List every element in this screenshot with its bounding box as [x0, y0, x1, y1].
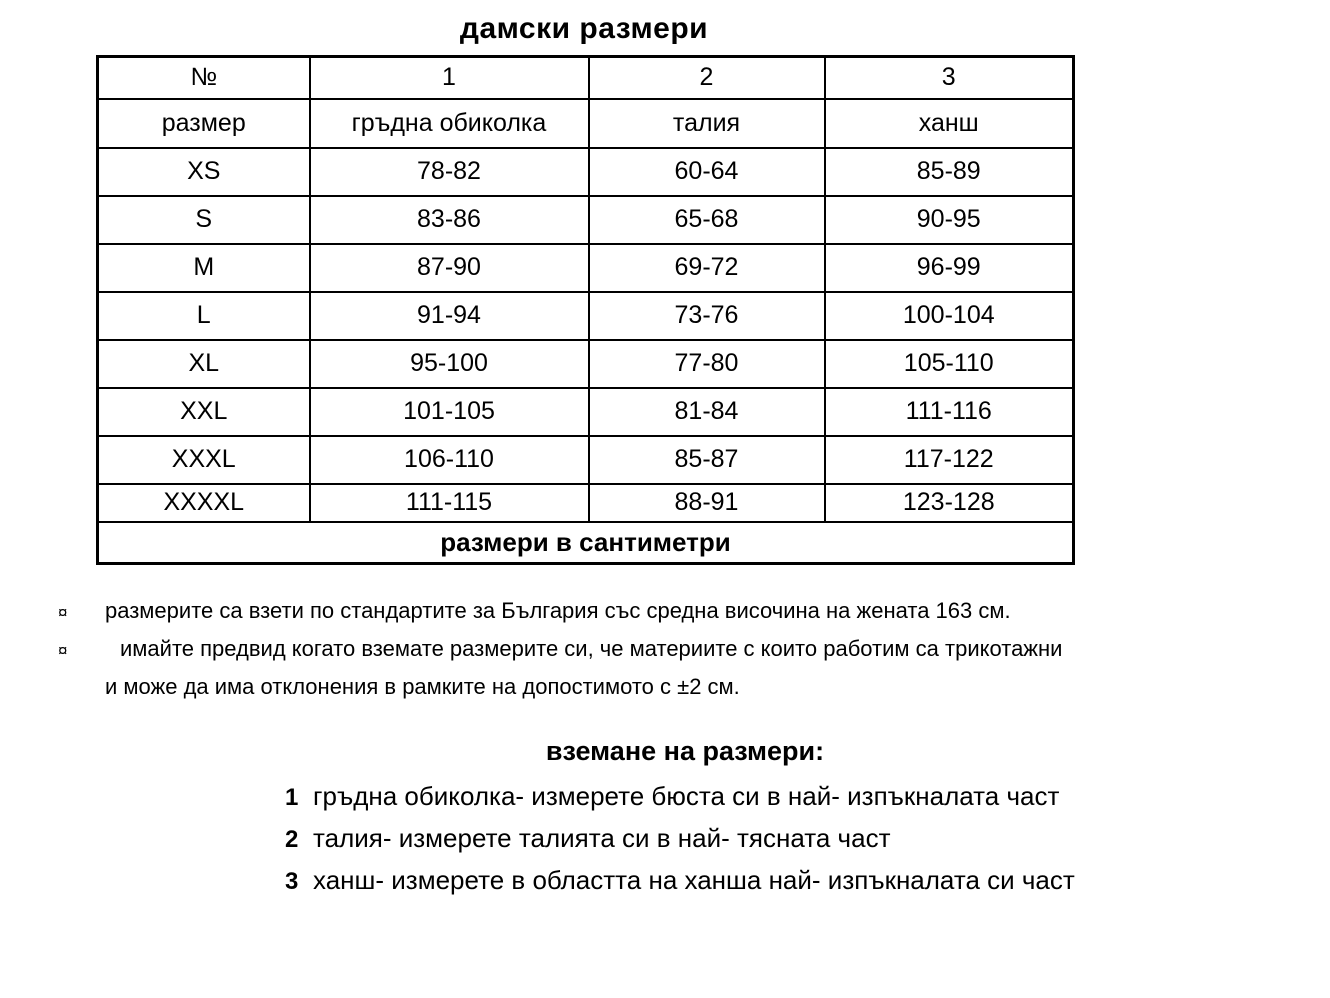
size-cell: XXXXL: [98, 484, 310, 522]
size-cell: XL: [98, 340, 310, 388]
measuring-list: [285, 775, 1075, 901]
header-col1-cell: 1: [310, 57, 589, 99]
item-text: ханш- измерете в областта на ханша най- изпъкналата си част: [313, 865, 1075, 895]
notes-section: [58, 592, 1328, 706]
bust-range-cell: 78-82: [310, 148, 589, 196]
bust-range-cell: 91-94: [310, 292, 589, 340]
measuring-heading: вземане на размери:: [545, 736, 825, 766]
currency-bullet-icon: ¤: [58, 603, 68, 622]
note-text: размерите са взети по стандартите за България със средна височина на жената 163 см.: [105, 598, 1011, 623]
subheader-size-cell: размер: [98, 99, 310, 148]
note-text: и може да има отклонения в рамките на допостимото с ±2 см.: [105, 674, 740, 699]
bust-range-cell: 111-115: [310, 484, 589, 522]
waist-range-cell: 88-91: [589, 484, 825, 522]
hips-range-cell: 123-128: [825, 484, 1074, 522]
waist-range-cell: 85-87: [589, 436, 825, 484]
subheader-bust-cell: гръдна обиколка: [310, 99, 589, 148]
note-item: [58, 630, 1328, 668]
size-table: [96, 55, 1075, 565]
list-item: [285, 775, 1075, 817]
table-footer-row: [98, 522, 1074, 564]
bust-range-cell: 83-86: [310, 196, 589, 244]
item-text: талия- измерете талията си в най- тясната част: [313, 823, 891, 853]
units-note-cell: размери в сантиметри: [98, 522, 1074, 564]
item-number: 2: [285, 826, 299, 853]
header-col2-cell: 2: [589, 57, 825, 99]
table-row: [98, 436, 1074, 484]
header-col3-cell: 3: [825, 57, 1074, 99]
table-row: [98, 388, 1074, 436]
list-item: [285, 817, 1075, 859]
hips-range-cell: 111-116: [825, 388, 1074, 436]
hips-range-cell: 117-122: [825, 436, 1074, 484]
bust-range-cell: 87-90: [310, 244, 589, 292]
note-item: [58, 592, 1328, 630]
bust-range-cell: 95-100: [310, 340, 589, 388]
table-row: [98, 484, 1074, 522]
item-number: 3: [285, 868, 299, 895]
waist-range-cell: 81-84: [589, 388, 825, 436]
waist-range-cell: 60-64: [589, 148, 825, 196]
table-row: [98, 196, 1074, 244]
waist-range-cell: 73-76: [589, 292, 825, 340]
bust-range-cell: 106-110: [310, 436, 589, 484]
table-row: [98, 340, 1074, 388]
size-cell: L: [98, 292, 310, 340]
size-cell: XS: [98, 148, 310, 196]
table-subheader-row: [98, 99, 1074, 148]
page-title: дамски размери: [459, 12, 709, 45]
table-row: [98, 292, 1074, 340]
item-number: 1: [285, 784, 299, 811]
hips-range-cell: 90-95: [825, 196, 1074, 244]
subheader-waist-cell: талия: [589, 99, 825, 148]
currency-bullet-icon: ¤: [58, 641, 68, 660]
hips-range-cell: 100-104: [825, 292, 1074, 340]
table-header-row: [98, 57, 1074, 99]
hips-range-cell: 105-110: [825, 340, 1074, 388]
hips-range-cell: 85-89: [825, 148, 1074, 196]
size-cell: XXXL: [98, 436, 310, 484]
table-row: [98, 148, 1074, 196]
size-cell: XXL: [98, 388, 310, 436]
header-number-cell: №: [98, 57, 310, 99]
bust-range-cell: 101-105: [310, 388, 589, 436]
waist-range-cell: 65-68: [589, 196, 825, 244]
hips-range-cell: 96-99: [825, 244, 1074, 292]
list-item: [285, 859, 1075, 901]
size-cell: S: [98, 196, 310, 244]
subheader-hips-cell: ханш: [825, 99, 1074, 148]
item-text: гръдна обиколка- измерете бюста си в най- изпъкналата част: [313, 781, 1060, 811]
size-cell: M: [98, 244, 310, 292]
waist-range-cell: 77-80: [589, 340, 825, 388]
note-item-continuation: [58, 668, 1328, 706]
table-row: [98, 244, 1074, 292]
waist-range-cell: 69-72: [589, 244, 825, 292]
note-text: имайте предвид когато вземате размерите си, че материите с които работим са трикотажни: [120, 636, 1063, 661]
